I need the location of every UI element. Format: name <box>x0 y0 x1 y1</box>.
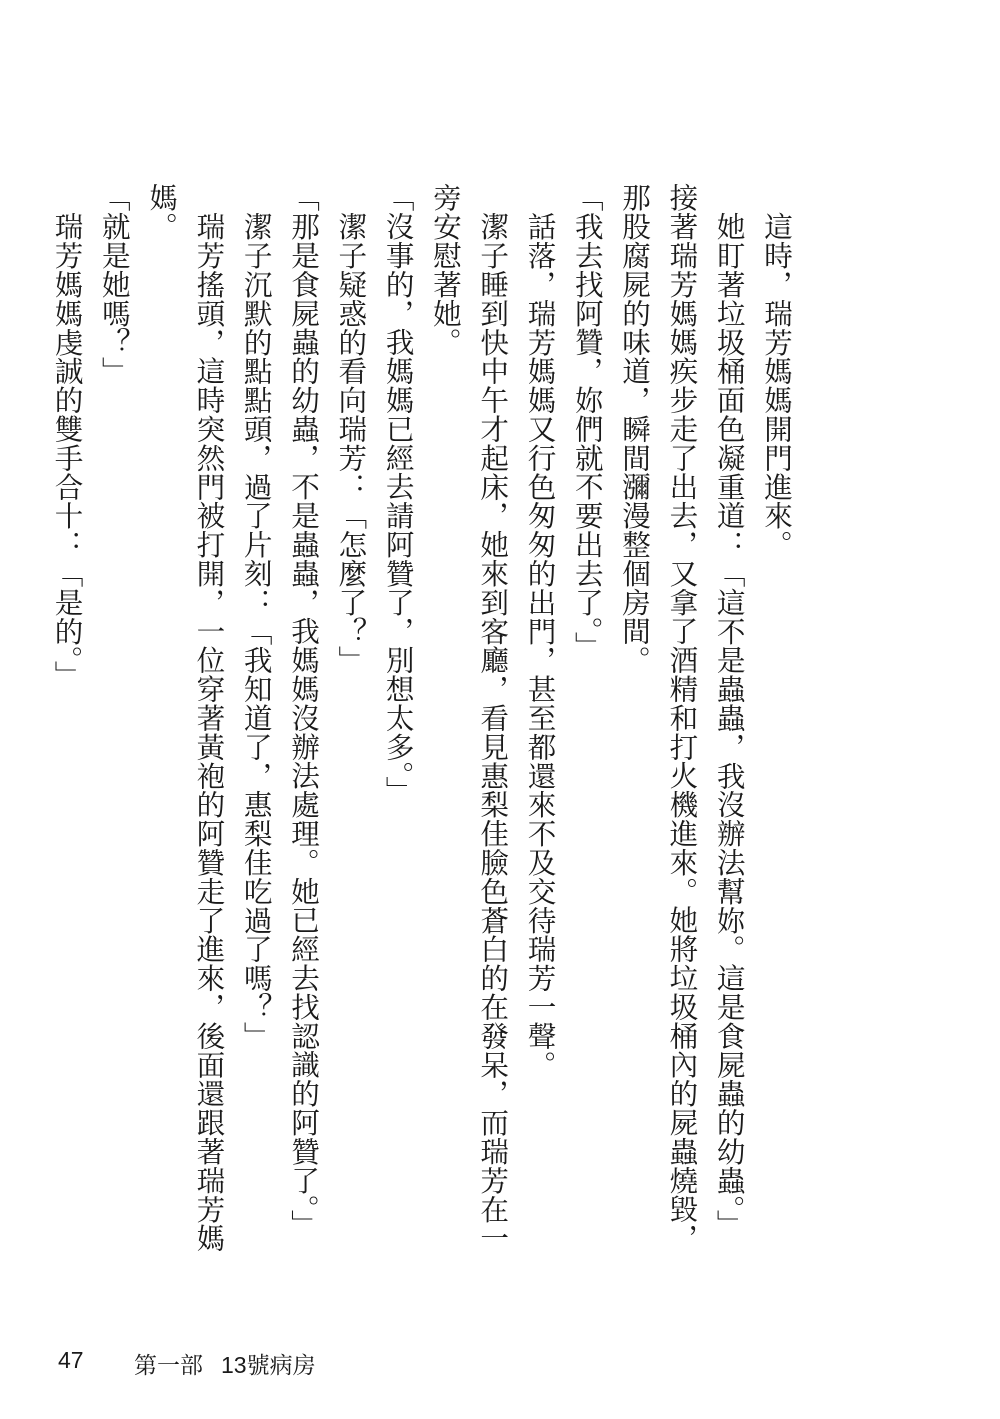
paragraph: 瑞芳搖頭，這時突然門被打開，一位穿著黃袍的阿贊走了進來，後面還跟著瑞芳媽媽。 <box>145 183 227 1252</box>
paragraph: 瑞芳媽媽虔誠的雙手合十：「是的。」 <box>50 211 85 689</box>
paragraph: 「我去找阿贊，妳們就不要出去了。」 <box>570 183 605 660</box>
paragraph: 潔子睡到快中午才起床，她來到客廳，看見惠梨佳臉色蒼白的在發呆，而瑞芳在一旁安慰著她。 <box>428 183 511 1252</box>
paragraph: 潔子沉默的點點頭，過了片刻：「我知道了，惠梨佳吃過了嗎？」 <box>239 211 274 1050</box>
part-title: 第一部 <box>134 1352 203 1378</box>
paragraph: 這時，瑞芳媽媽開門進來。 <box>760 211 794 559</box>
paragraph: 「那是食屍蟲的幼蟲，不是蟲蟲，我媽媽沒辦法處理。她已經去找認識的阿贊了。」 <box>287 183 322 1238</box>
page-number: 47 <box>58 1347 84 1373</box>
paragraph: 「沒事的，我媽媽已經去請阿贊了，別想太多。」 <box>381 183 416 805</box>
paragraph: 她盯著垃圾桶面色凝重道：「這不是蟲蟲，我沒辦法幫妳。這是食屍蟲的幼蟲。」接著瑞芳媽媽疾步走了出去，又拿了酒精和打火機進來。她將垃圾桶內的屍蟲燒毀，那股腐屍的味道，瞬間瀰漫整個房間。 <box>618 183 747 1253</box>
paragraph: 潔子疑惑的看向瑞芳：「怎麼了？」 <box>334 211 369 674</box>
paragraph: 話落，瑞芳媽媽又行色匆匆的出門，甚至都還來不及交待瑞芳一聲。 <box>523 211 558 1079</box>
chapter-title: 13號病房 <box>221 1352 316 1378</box>
running-header <box>134 1347 316 1380</box>
vertical-text-body <box>43 183 800 1263</box>
paragraph: 「就是她嗎？」 <box>97 183 132 386</box>
